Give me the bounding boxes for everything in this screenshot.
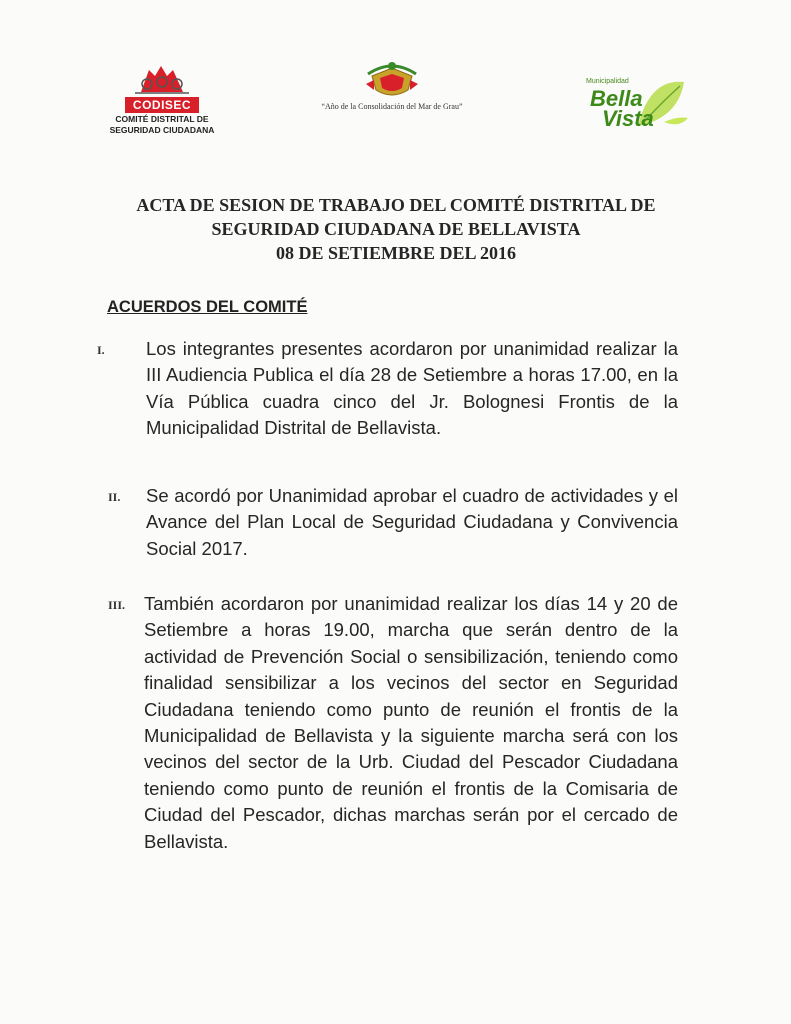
title-line-1: ACTA DE SESION DE TRABAJO DEL COMITÉ DISTRITAL DE xyxy=(136,195,656,215)
agreement-text: Los integrantes presentes acordaron por unanimidad realizar la III Audiencia Publica el día 28 de Setiembre a horas 17.00, en la Vía Pública cuadra cinco del Jr. Bolognesi Frontis de la Municipalidad Distrital de Bellavista. xyxy=(146,338,678,439)
bellavista-logo xyxy=(580,72,692,138)
title-line-2: SEGURIDAD CIUDADANA DE BELLAVISTA xyxy=(211,219,581,239)
codisec-logo xyxy=(92,62,232,136)
bella-wordmark: Bella xyxy=(590,86,643,111)
agreement-text: También acordaron por unanimidad realizar los días 14 y 20 de Setiembre a horas 19.00, marcha que serán dentro de la actividad de Prevención Social o sensibilización, teniendo como finalidad sensibilizar a los vecinos del sector en Seguridad Ciudadana teniendo como punto de reunión el frontis de la Municipalidad de Bellavista y la siguiente marcha será con los vecinos del sector de la Urb. Ciudad del Pescador Ciudadana teniendo como punto de reunión el frontis de la Comisaria de Ciudad del Pescador, dichas marchas serán por el cercado de Bellavista. xyxy=(144,593,678,852)
codisec-subtitle-line2: SEGURIDAD CIUDADANA xyxy=(109,125,215,135)
agreement-text: Se acordó por Unanimidad aprobar el cuadro de actividades y el Avance del Plan Local de Seguridad Ciudadana y Convivencia Social 2017. xyxy=(146,485,678,559)
title-line-3: 08 DE SETIEMBRE DEL 2016 xyxy=(275,243,517,263)
coat-of-arms-icon xyxy=(362,60,422,100)
vista-wordmark: Vista xyxy=(602,106,654,131)
national-crest xyxy=(292,60,492,111)
agreement-numeral: III. xyxy=(108,598,126,612)
agreement-numeral: II. xyxy=(108,490,121,504)
document-title xyxy=(60,193,732,265)
section-heading: ACUERDOS DEL COMITÉ xyxy=(107,298,308,316)
codisec-subtitle-line1: COMITÉ DISTRITAL DE xyxy=(115,114,209,124)
codisec-label: CODISEC xyxy=(125,97,199,113)
year-motto: “Año de la Consolidación del Mar de Grau” xyxy=(321,102,463,111)
agreement-numeral: I. xyxy=(97,343,105,357)
people-emblem-icon xyxy=(127,62,197,96)
municipalidad-label: Municipalidad xyxy=(586,78,629,85)
